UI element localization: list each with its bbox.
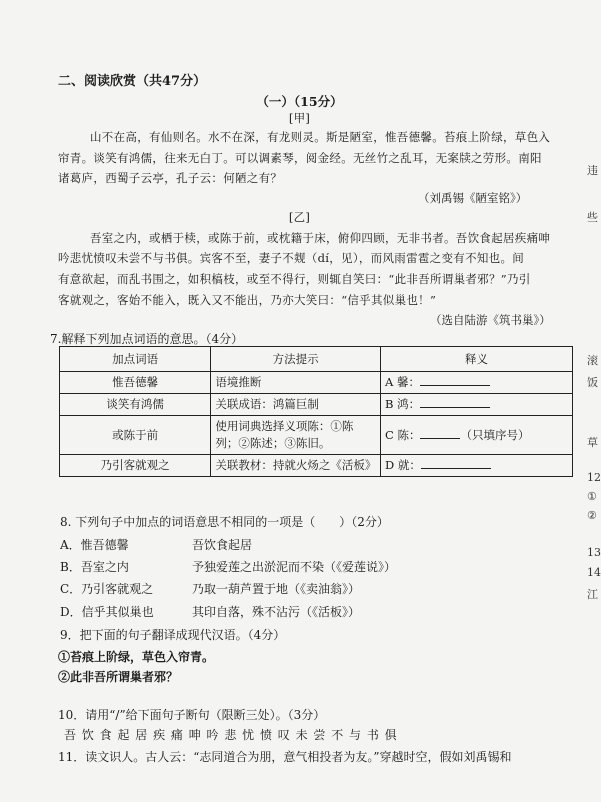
answer-blank[interactable] [420,396,490,408]
jia-line-3: 诸葛庐，西蜀子云亭，孔子云：何陋之有？ [58,171,283,185]
row-answer[interactable] [381,416,573,455]
table-row [60,455,573,477]
row-word: 或陈于前 [60,416,211,455]
q8-stem: 8. 下列句子中加点的词语意思不相同的一项是（ ）（2分） [60,515,389,529]
margin-text: 违 [587,164,598,177]
margin-text: 14 [587,566,601,579]
q8-option-d[interactable]: D．信乎其似巢也 [60,605,154,619]
q8-option-a-compare: 吾饮食起居 [192,538,253,552]
q10-stem: 10．请用“/”给下面句子断句（限断三处）。（3分） [58,708,326,722]
jia-source: （刘禹锡《陋室铭》） [418,191,528,205]
row-word: 谈笑有鸿儒 [60,394,211,416]
q8-option-b[interactable]: B．吾室之内 [60,560,129,574]
yi-source: （选自陆游《筑书巢》） [430,313,551,327]
q9-item-1: ①苔痕上阶绿，草色入帘青。 [58,650,215,664]
answer-blank[interactable] [420,427,460,439]
section-title: 二、阅读欣赏（共47分） [58,74,207,89]
margin-text: ② [587,509,597,522]
jia-label: [甲] [288,111,311,125]
yi-line-3: 有意欲起，而乱书围之，如积槁枝，或至不得行，则辄自笑曰：“此非吾所谓巢者邪？”乃引 [58,272,531,286]
q8-option-a[interactable]: A．惟吾德馨 [60,538,129,552]
row-word: 乃引客就观之 [60,455,211,477]
answer-label: A 馨： [385,375,420,389]
q8-option-c-compare: 乃取一葫芦置于地（《卖油翁》） [192,582,361,596]
margin-text: 12 [587,471,601,484]
yi-line-1: 吾室之内，或栖于椟，或陈于前，或枕籍于床，俯仰四顾，无非书者。吾饮食起居疾痛呻 [90,231,551,245]
answer-blank[interactable] [420,374,490,386]
row-hint: 关联教材：持就火炀之《活板》 [211,455,381,477]
row-hint: 关联成语：鸿篇巨制 [211,394,381,416]
q11-stem: 11．读文识人。古人云：“志同道合为朋，意气相投者为友。”穿越时空，假如刘禹锡和 [58,750,512,764]
q7-stem: 7.解释下列加点词语的意思。（4分） [50,332,244,346]
margin-text: 滚 [587,354,598,367]
margin-text: 13 [587,546,601,559]
margin-text: ① [587,490,597,503]
margin-text: 些 [587,211,598,224]
table-row [60,394,573,416]
yi-line-4: 客就观之，客始不能入，既入又不能出，乃亦大笑曰：“信乎其似巢也！” [58,293,437,307]
jia-line-2: 帘青。谈笑有鸿儒，往来无白丁。可以调素琴，阅金经。无丝竹之乱耳，无案牍之劳形。南阳 [58,151,542,165]
q10-sentence: 吾 饮 食 起 居 疾 痛 呻 吟 悲 忧 愤 叹 未 尝 不 与 书 俱 [64,728,398,742]
answer-label: D 就： [385,458,421,472]
jia-line-1: 山不在高，有仙则名。水不在深，有龙则灵。斯是陋室，惟吾德馨。苔痕上阶绿，草色入 [90,130,551,144]
answer-label: C 陈： [385,427,421,442]
yi-line-2: 吟悲忧愤叹未尝不与书俱。宾客不至，妻子不觌（dí，见），而风雨雷雹之变有不知也。间 [58,251,525,265]
q9-item-2: ②此非吾所谓巢者邪？ [58,670,179,684]
answer-label: B 鸿： [385,397,421,411]
row-answer[interactable] [381,455,573,477]
q8-option-c[interactable]: C．乃引客就观之 [60,582,154,596]
margin-text: 草 [587,436,598,449]
part1-heading: （一）（15分） [256,94,343,109]
table-header-row [60,347,573,372]
q7-table [59,346,573,477]
row-word: 惟吾德馨 [60,372,211,394]
margin-text: 饭 [587,376,598,389]
margin-text: 江 [587,588,598,601]
answer-note: （只填序号） [460,427,530,442]
table-row [60,416,573,455]
row-answer[interactable] [381,394,573,416]
row-hint: 使用词典选择义项陈：①陈列；②陈述；③陈旧。 [211,416,381,455]
row-answer[interactable] [381,372,573,394]
q8-option-b-compare: 予独爱莲之出淤泥而不染（《爱莲说》） [192,560,397,574]
header-answer: 释义 [381,347,573,372]
q8-option-d-compare: 其印自落，殊不沾污（《活板》） [192,605,361,619]
q9-stem: 9．把下面的句子翻译成现代汉语。（4分） [60,628,286,642]
header-hint: 方法提示 [211,347,381,372]
answer-blank[interactable] [421,457,491,469]
yi-label: [乙] [288,210,311,224]
header-word: 加点词语 [60,347,211,372]
table-row [60,372,573,394]
row-hint: 语境推断 [211,372,381,394]
